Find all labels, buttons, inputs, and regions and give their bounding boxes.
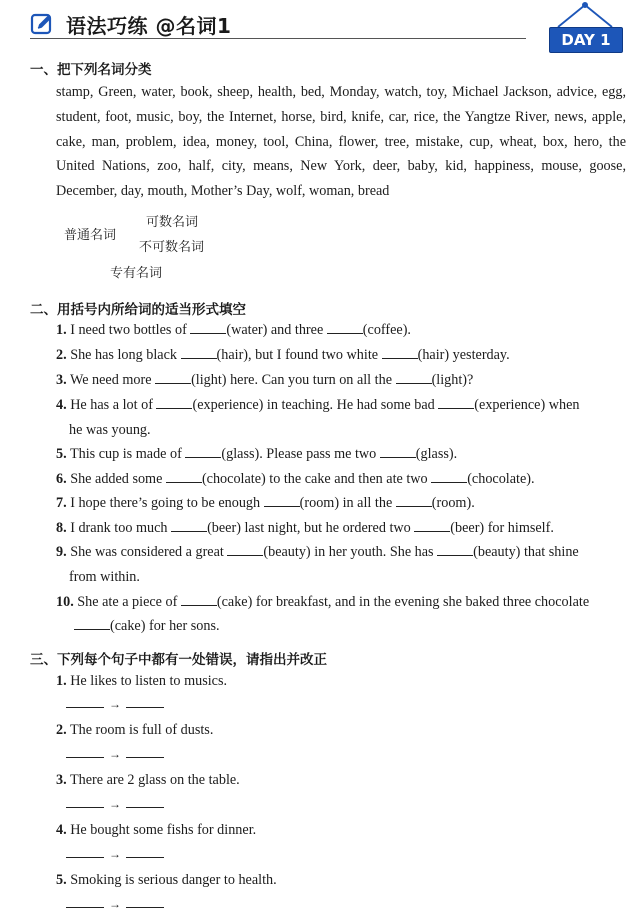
- answer-blank[interactable]: [437, 543, 473, 556]
- answer-blank[interactable]: [438, 396, 474, 409]
- arrow-icon: →: [109, 797, 121, 811]
- item-text: (beauty) in her youth. She has: [263, 544, 438, 560]
- correction-row-5: [66, 896, 164, 912]
- item-text: (glass).: [415, 446, 458, 462]
- correct-word-blank[interactable]: [126, 747, 164, 758]
- item-text: Smoking is serious danger to health.: [70, 872, 277, 888]
- day-badge: DAY 1: [549, 27, 623, 53]
- item-text: I hope there’s going to be enough: [70, 495, 264, 511]
- fill-item-10: [56, 590, 589, 615]
- correction-row-2: [66, 746, 164, 762]
- item-text: This cup is made of: [69, 446, 186, 462]
- item-number: 4.: [56, 397, 67, 413]
- category-common: 普通名词: [64, 228, 117, 243]
- answer-blank[interactable]: [156, 396, 192, 409]
- item-text: She added some: [70, 471, 166, 487]
- arrow-icon: →: [109, 697, 121, 711]
- item-number: 3.: [56, 772, 67, 788]
- fill-item-9: [56, 540, 579, 565]
- arrow-icon: →: [109, 747, 121, 761]
- correction-row-1: [66, 696, 164, 712]
- fill-item-2: [56, 343, 510, 368]
- answer-blank[interactable]: [414, 519, 450, 532]
- fill-item-7: [56, 491, 475, 516]
- answer-blank[interactable]: [155, 371, 191, 384]
- correct-word-blank[interactable]: [126, 847, 164, 858]
- answer-blank[interactable]: [190, 321, 226, 334]
- item-text: (hair), but I found two white: [216, 347, 382, 363]
- error-item-2: [56, 718, 213, 743]
- item-text: She was considered a great: [70, 544, 228, 560]
- answer-blank[interactable]: [380, 445, 416, 458]
- answer-blank[interactable]: [382, 346, 418, 359]
- wrong-word-blank[interactable]: [66, 797, 104, 808]
- arrow-icon: →: [109, 847, 121, 861]
- item-number: 8.: [56, 520, 67, 536]
- item-text: he was young.: [69, 422, 151, 438]
- item-text: (water) and three: [226, 322, 327, 338]
- error-item-4: [56, 818, 256, 843]
- item-text: (cake) for breakfast, and in the evening she baked three chocolate: [216, 594, 590, 610]
- fill-item-5: [56, 442, 457, 467]
- page-title: 语法巧练 @名词1: [66, 14, 232, 38]
- error-item-3: [56, 768, 240, 793]
- fill-item-6: [56, 467, 535, 492]
- word-bank: stamp, Green, water, book, sheep, health, bed, Monday, watch, toy, Michael Jackson, advice, egg, student, foot, music, boy, the Internet, horse, bird, knife, car, rice, the Yangtze River, news, apple, cake, man, problem, idea, money, tool, China, flower, tree, mistake, cup, wheat, box, hero, the United Nations, zoo, half, city, means, New York, deer, baby, kid, happiness, mouse, goose, December, day, mouth, Mother’s Day, wolf, woman, bread: [56, 84, 626, 200]
- fill-item-4: [56, 393, 579, 418]
- item-text: (room) in all the: [299, 495, 396, 511]
- answer-blank[interactable]: [181, 346, 217, 359]
- correct-word-blank[interactable]: [126, 797, 164, 808]
- item-text: (hair) yesterday.: [417, 347, 510, 363]
- item-text: (experience) in teaching. He had some bad: [192, 397, 439, 413]
- wrong-word-blank[interactable]: [66, 847, 104, 858]
- category-countable: 可数名词: [146, 215, 199, 230]
- section1-title: 一、把下列名词分类: [30, 62, 152, 78]
- item-number: 6.: [56, 471, 67, 487]
- answer-blank[interactable]: [396, 371, 432, 384]
- item-text: (cake) for her sons.: [110, 618, 220, 634]
- category-uncountable: 不可数名词: [139, 240, 205, 255]
- category-proper: 专有名词: [110, 266, 163, 281]
- item-text: (light) here. Can you turn on all the: [191, 372, 396, 388]
- item-text: (chocolate).: [467, 471, 535, 487]
- fill-item-3: [56, 368, 473, 393]
- item-text: There are 2 glass on the table.: [69, 772, 240, 788]
- item-number: 9.: [56, 544, 67, 560]
- item-text: (glass). Please pass me two: [221, 446, 380, 462]
- item-number: 1.: [56, 322, 67, 338]
- item-text: (beer) for himself.: [450, 520, 554, 536]
- item-text: She ate a piece of: [77, 594, 181, 610]
- item-text: He likes to listen to musics.: [70, 673, 228, 689]
- item-number: 2.: [56, 722, 67, 738]
- item-text: He bought some fishs for dinner.: [70, 822, 257, 838]
- wrong-word-blank[interactable]: [66, 897, 104, 908]
- answer-blank[interactable]: [74, 617, 110, 630]
- item-number: 3.: [56, 372, 67, 388]
- page-header: [0, 0, 642, 52]
- item-text: She has long black: [70, 347, 181, 363]
- correct-word-blank[interactable]: [126, 697, 164, 708]
- item-text: from within.: [69, 569, 140, 585]
- correction-row-4: [66, 846, 164, 862]
- answer-blank[interactable]: [181, 593, 217, 606]
- wrong-word-blank[interactable]: [66, 697, 104, 708]
- item-number: 2.: [56, 347, 67, 363]
- fill-item-8: [56, 516, 554, 541]
- correction-row-3: [66, 796, 164, 812]
- wrong-word-blank[interactable]: [66, 747, 104, 758]
- day-badge-hanger: [546, 0, 626, 54]
- section2-title: 二、用括号内所给词的适当形式填空: [30, 302, 246, 318]
- answer-blank[interactable]: [166, 470, 202, 483]
- item-text: (beer) last night, but he ordered two: [207, 520, 415, 536]
- hanger-string-icon: [546, 0, 626, 30]
- item-text: (light)?: [431, 372, 474, 388]
- answer-blank[interactable]: [227, 543, 263, 556]
- answer-blank[interactable]: [327, 321, 363, 334]
- section3-title: 三、下列每个句子中都有一处错误，请指出并改正: [30, 652, 327, 668]
- title-underline: [30, 38, 526, 39]
- item-text: (coffee).: [362, 322, 411, 338]
- error-item-1: [56, 669, 227, 694]
- item-number: 5.: [56, 872, 67, 888]
- answer-blank[interactable]: [171, 519, 207, 532]
- correct-word-blank[interactable]: [126, 897, 164, 908]
- item-text: He has a lot of: [70, 397, 157, 413]
- item-text: (beauty) that shine: [473, 544, 579, 560]
- fill-item-10-cont: [74, 614, 220, 639]
- pencil-note-icon: [30, 12, 54, 36]
- item-number: 7.: [56, 495, 67, 511]
- item-number: 5.: [56, 446, 67, 462]
- arrow-icon: →: [109, 897, 121, 911]
- answer-blank[interactable]: [396, 494, 432, 507]
- item-number: 4.: [56, 822, 67, 838]
- fill-item-4-cont: [69, 418, 151, 443]
- item-text: We need more: [69, 372, 156, 388]
- item-number: 10.: [56, 594, 74, 610]
- item-text: (room).: [431, 495, 475, 511]
- answer-blank[interactable]: [185, 445, 221, 458]
- answer-blank[interactable]: [264, 494, 300, 507]
- item-text: (chocolate) to the cake and then ate two: [201, 471, 432, 487]
- item-text: I drank too much: [70, 520, 172, 536]
- fill-item-9-cont: [69, 565, 140, 590]
- item-text: I need two bottles of: [70, 322, 191, 338]
- error-item-5: [56, 868, 277, 893]
- item-number: 1.: [56, 673, 67, 689]
- fill-item-1: [56, 318, 411, 343]
- item-text: The room is full of dusts.: [69, 722, 214, 738]
- item-text: (experience) when: [474, 397, 580, 413]
- answer-blank[interactable]: [431, 470, 467, 483]
